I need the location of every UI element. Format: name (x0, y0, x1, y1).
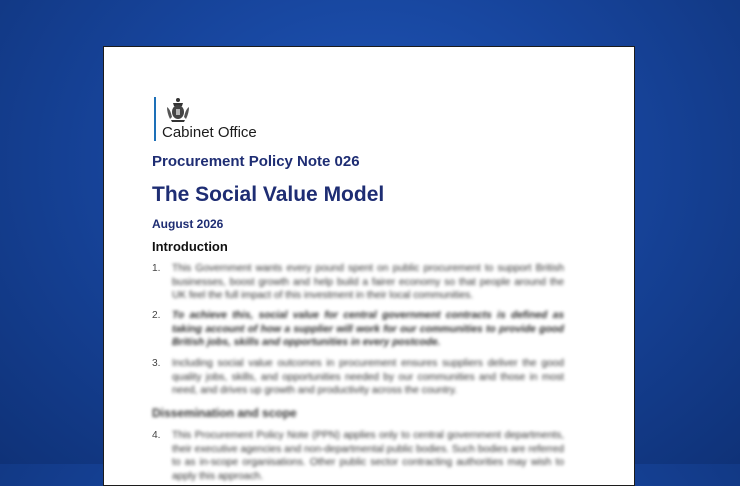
document-date: August 2026 (152, 217, 224, 231)
paragraph-text: Including social value outcomes in procurement ensures suppliers deliver the good quality jobs, skills, and opportunities needed by our communities and those in most need, and drives up growth and productivity across the country. (172, 358, 564, 397)
note-number: Procurement Policy Note 026 (152, 153, 360, 170)
paragraph-number: 4. (152, 430, 161, 441)
paragraph-number: 1. (152, 263, 161, 274)
document-title: The Social Value Model (152, 183, 385, 206)
paragraph-text: To achieve this, social value for central government contracts is defined as taking account of how a supplier will work for our communities to provide good British jobs, skills and opportunities in every postcode. (172, 310, 564, 349)
dissemination-heading: Dissemination and scope (152, 406, 297, 420)
paragraph-text: This Procurement Policy Note (PPN) applies only to central government departments, their executive agencies and non-departmental public bodies. Such bodies are referred to as in-scope organisations. Other public sector contracting authorities may wish to apply this approach. (172, 430, 564, 482)
introduction-heading: Introduction (152, 239, 228, 254)
royal-crest-icon (164, 97, 192, 123)
department-logo (154, 97, 257, 141)
paragraph-number: 3. (152, 358, 161, 369)
paragraph-number: 2. (152, 310, 161, 321)
department-name: Cabinet Office (162, 124, 257, 141)
document-page (103, 46, 635, 486)
paragraph-text: This Government wants every pound spent on public procurement to support British businesses, boost growth and help build a fairer economy so that people around the UK feel the full impact of this investment in their local communities. (172, 263, 564, 302)
